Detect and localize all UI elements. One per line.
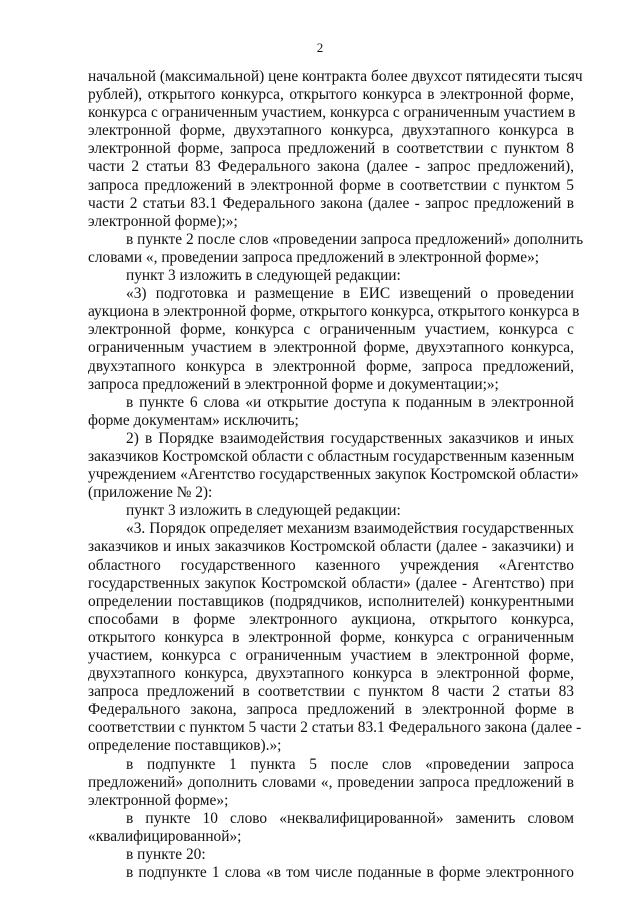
text-line: части 2 статьи 83 Федерального закона (далее - запрос предложений), — [88, 158, 574, 176]
text-line: электронной форме, конкурса с ограниченным участием, конкурса с — [88, 321, 574, 339]
text-line: электронной форме»; — [88, 791, 229, 809]
text-line: способами в форме электронного аукциона, открытого конкурса, — [88, 610, 574, 628]
text-line: предложений» дополнить словами «, проведении запроса предложений в — [88, 773, 574, 791]
text-line: в пункте 20: — [126, 846, 206, 864]
text-line: заказчиков и иных заказчиков Костромской области (далее - заказчики) и — [88, 538, 574, 556]
text-line: «квалифицированной»; — [88, 827, 242, 845]
text-line: в пункте 10 слово «неквалифицированной» заменить словом — [126, 809, 574, 827]
text-line: словами «, проведении запроса предложений в электронной форме»; — [88, 248, 540, 266]
text-line: электронной форме);»; — [88, 212, 238, 230]
text-line: заказчиков Костромской области с областным государственным казенным — [88, 447, 575, 465]
text-line: электронной форме, запроса предложений в соответствии с пунктом 8 — [88, 140, 574, 158]
text-line: в подпункте 1 слова «в том числе поданные в форме электронного — [126, 864, 574, 882]
text-line: определение поставщиков).»; — [88, 737, 282, 755]
text-line: двухэтапного конкурса в электронной форме, запроса предложений, — [88, 357, 574, 375]
text-line: (приложение № 2): — [88, 484, 213, 502]
text-line: 2) в Порядке взаимодействия государственных заказчиков и иных — [126, 429, 574, 447]
text-line: электронной форме, двухэтапного конкурса, двухэтапного конкурса в — [88, 122, 574, 140]
text-line: ограниченным участием в электронной форме, двухэтапного конкурса, — [88, 339, 574, 357]
text-line: областного государственного казенного учреждения «Агентство — [88, 556, 574, 574]
text-line: учреждением «Агентство государственных закупок Костромской области» — [88, 466, 579, 484]
document-body — [88, 68, 584, 882]
text-line: «3) подготовка и размещение в ЕИС извещений о проведении — [126, 285, 574, 303]
text-line: соответствии с пунктом 5 части 2 статьи 83.1 Федерального закона (далее - — [88, 719, 582, 737]
text-line: конкурса с ограниченным участием, конкурса с ограниченным участием в — [88, 104, 576, 122]
text-line: пункт 3 изложить в следующей редакции: — [126, 502, 401, 520]
text-line: части 2 статьи 83.1 Федерального закона (далее - запрос предложений в — [88, 194, 574, 212]
text-line: двухэтапного конкурса, двухэтапного конкурса в электронной форме, — [88, 665, 574, 683]
text-line: определении поставщиков (подрядчиков, исполнителей) конкурентными — [88, 592, 574, 610]
text-line: в пункте 6 слова «и открытие доступа к поданным в электронной — [126, 393, 574, 411]
text-line: аукциона в электронной форме, открытого конкурса, открытого конкурса в — [88, 303, 580, 321]
text-line: форме документам» исключить; — [88, 411, 299, 429]
text-line: участием, конкурса с ограниченным участием в электронной форме, — [88, 647, 574, 664]
text-line: пункт 3 изложить в следующей редакции: — [126, 267, 401, 285]
text-line: в пункте 2 после слов «проведении запроса предложений» дополнить — [126, 230, 584, 248]
text-line: запроса предложений в электронной форме и документации;»; — [88, 375, 499, 393]
page-number: 2 — [316, 40, 324, 55]
text-line: запроса предложений в электронной форме в соответствии с пунктом 5 — [88, 176, 574, 194]
text-line: «3. Порядок определяет механизм взаимодействия государственных — [126, 520, 574, 538]
text-line: рублей), открытого конкурса, открытого конкурса в электронной форме, — [88, 86, 574, 104]
text-line: начальной (максимальной) цене контракта более двухсот пятидесяти тысяч — [88, 68, 583, 85]
text-line: государственных закупок Костромской области» (далее - Агентство) при — [88, 574, 574, 592]
text-line: в подпункте 1 пункта 5 после слов «проведении запроса — [126, 755, 574, 773]
text-line: открытого конкурса в электронной форме, конкурса с ограниченным — [88, 628, 574, 646]
text-line: Федерального закона, запроса предложений в электронной форме в — [88, 701, 574, 719]
text-line: запроса предложений в соответствии с пунктом 8 части 2 статьи 83 — [88, 683, 574, 701]
